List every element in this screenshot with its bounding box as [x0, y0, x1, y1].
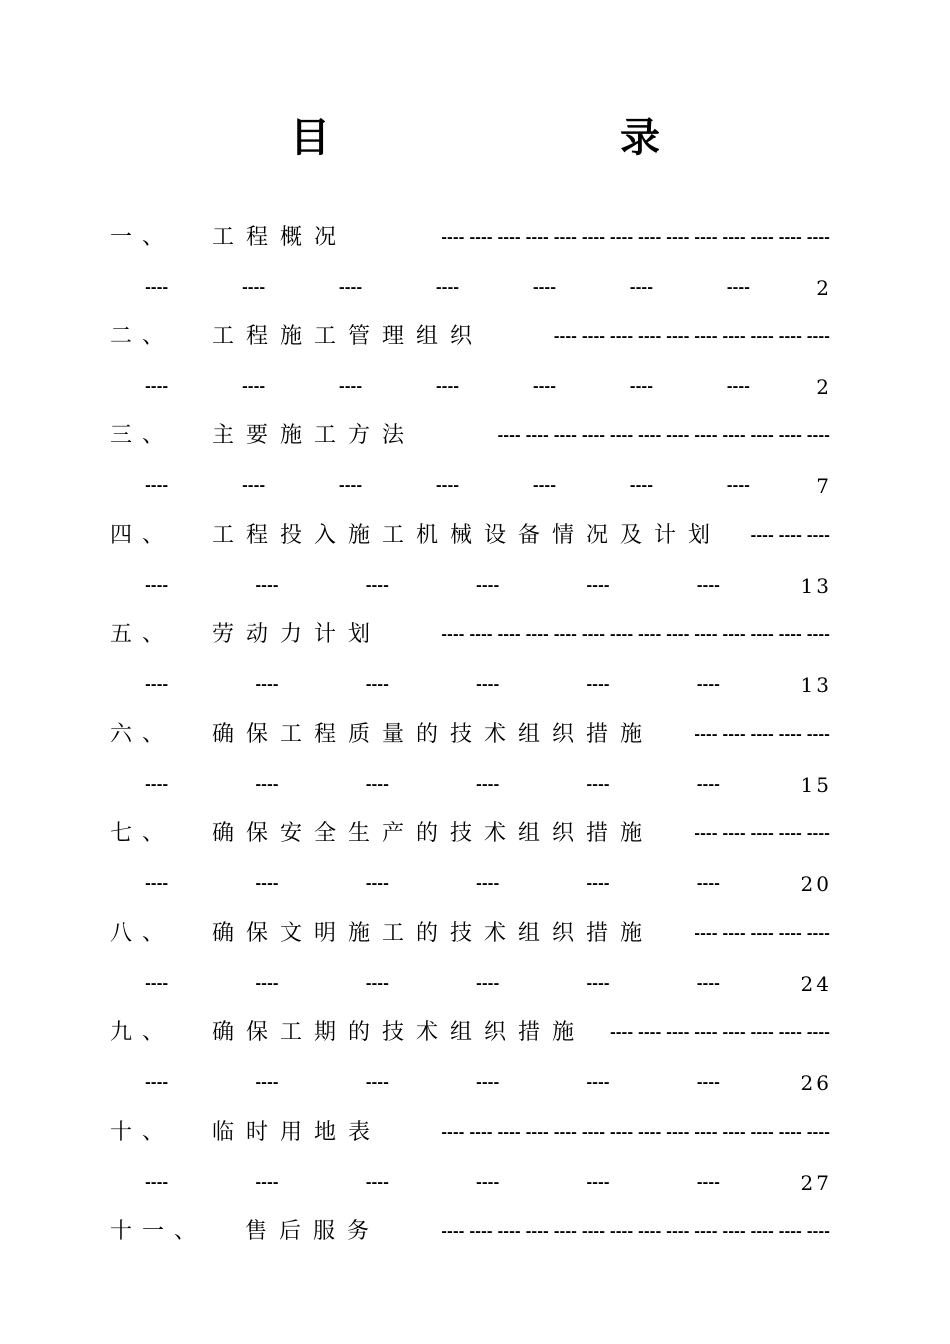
document-title: 目 录 [290, 114, 730, 161]
leader-dashes: ---- ---- ---- ---- ---- [694, 826, 830, 842]
toc-entry-heading: 确保工期的技术组织措施 [212, 1020, 587, 1045]
toc-entry-number: 八、 [110, 921, 175, 946]
toc-entry-page: 20 [800, 872, 832, 896]
toc-entry-heading: 工程概况 [212, 225, 349, 250]
toc-entry [0, 620, 950, 720]
toc-entry-number: 二、 [110, 324, 175, 349]
toc-entry-heading: 确保安全生产的技术组织措施 [212, 821, 655, 846]
leader-dashes: ---- ---- ---- ---- ---- ---- ---- ---- ---- ---- [553, 329, 830, 345]
toc-entry-number: 一、 [110, 225, 175, 250]
toc-entry-number: 九、 [110, 1020, 175, 1045]
toc-entry-number: 十一、 [110, 1219, 207, 1244]
toc-entry-heading: 确保文明施工的技术组织措施 [212, 921, 655, 946]
toc-entry [0, 819, 950, 919]
toc-entry-heading: 确保工程质量的技术组织措施 [212, 722, 655, 747]
toc-entry-heading: 工程施工管理组织 [212, 324, 485, 349]
leader-dashes: ---- ---- ---- ---- ---- ---- [145, 578, 720, 594]
leader-dashes: ---- ---- ---- ---- ---- ---- [145, 677, 720, 693]
leader-dashes: ---- ---- ---- ---- ---- ---- ---- ---- ---- ---- ---- ---- ---- ---- [441, 230, 830, 246]
toc-entry [0, 322, 950, 422]
leader-dashes: ---- ---- ---- ---- ---- ---- ---- [145, 478, 750, 494]
toc-entry-heading: 售后服务 [245, 1219, 382, 1244]
toc-entry-number: 五、 [110, 622, 175, 647]
toc-entry-page: 2 [816, 375, 832, 399]
toc-entry [0, 720, 950, 820]
toc-entry-number: 七、 [110, 821, 175, 846]
toc-entry-heading: 劳动力计划 [212, 622, 383, 647]
toc-entry-page: 13 [800, 574, 832, 598]
toc-entry-heading: 主要施工方法 [212, 423, 417, 448]
leader-dashes: ---- ---- ---- ---- ---- [694, 926, 830, 942]
toc-entry-number: 十、 [110, 1120, 175, 1145]
toc-entry-page: 7 [816, 474, 832, 498]
leader-dashes: ---- ---- ---- ---- ---- ---- [145, 777, 720, 793]
toc-entry [0, 1118, 950, 1218]
leader-dashes: ---- ---- ---- ---- ---- ---- [145, 876, 720, 892]
leader-dashes: ---- ---- ---- ---- ---- ---- ---- ---- ---- ---- ---- ---- ---- ---- [441, 627, 830, 643]
toc-entry [0, 1217, 950, 1317]
toc-entry-page: 2 [816, 276, 832, 300]
leader-dashes: ---- ---- ---- ---- ---- [694, 727, 830, 743]
toc-entry-page: 15 [800, 773, 832, 797]
toc-entry-number: 四、 [110, 523, 175, 548]
toc-entry [0, 1018, 950, 1118]
toc-entry-page: 24 [800, 972, 832, 996]
leader-dashes: ---- ---- ---- ---- ---- ---- [145, 1075, 720, 1091]
leader-dashes: ---- ---- ---- ---- ---- ---- ---- ---- ---- ---- ---- ---- ---- ---- [441, 1224, 830, 1240]
toc-entry [0, 223, 950, 323]
leader-dashes: ---- ---- ---- [750, 528, 830, 544]
leader-dashes: ---- ---- ---- ---- ---- ---- ---- [145, 379, 750, 395]
toc-entry-number: 三、 [110, 423, 175, 448]
toc-entry-page: 26 [800, 1071, 832, 1095]
leader-dashes: ---- ---- ---- ---- ---- ---- [145, 976, 720, 992]
toc-entry-heading: 临时用地表 [212, 1120, 383, 1145]
toc-entry [0, 919, 950, 1019]
toc-entry [0, 421, 950, 521]
leader-dashes: ---- ---- ---- ---- ---- ---- ---- ---- [609, 1025, 830, 1041]
leader-dashes: ---- ---- ---- ---- ---- ---- [145, 1175, 720, 1191]
leader-dashes: ---- ---- ---- ---- ---- ---- ---- ---- ---- ---- ---- ---- ---- ---- [441, 1125, 830, 1141]
toc-entry [0, 521, 950, 621]
leader-dashes: ---- ---- ---- ---- ---- ---- ---- ---- ---- ---- ---- ---- [497, 428, 830, 444]
toc-entry-number: 六、 [110, 722, 175, 747]
leader-dashes: ---- ---- ---- ---- ---- ---- ---- [145, 280, 750, 296]
toc-entry-page: 27 [800, 1171, 832, 1195]
toc-entry-page: 13 [800, 673, 832, 697]
toc-entry-heading: 工程投入施工机械设备情况及计划 [212, 523, 723, 548]
